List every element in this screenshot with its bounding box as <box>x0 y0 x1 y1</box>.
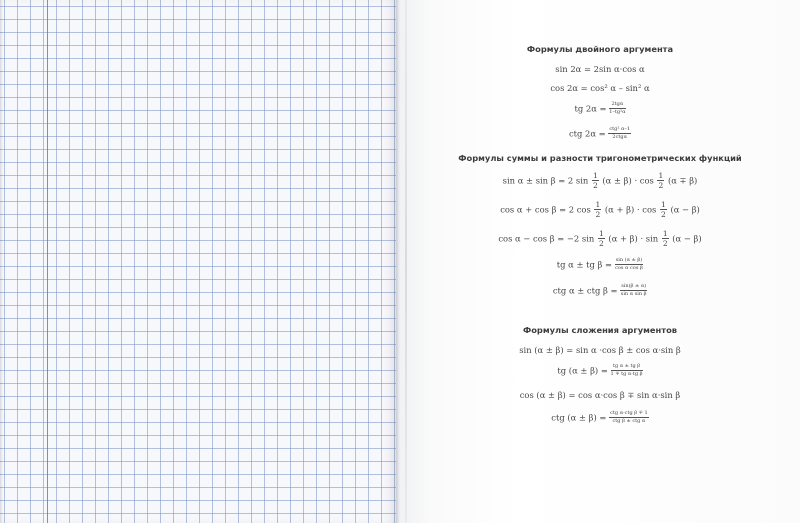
fraction-denominator: 2ctgα <box>612 134 627 140</box>
fraction-half <box>598 230 605 247</box>
fraction-denominator: 2 <box>662 238 668 248</box>
fraction-denominator: 2 <box>595 209 601 219</box>
formula-part: cos α + cos β = 2 cos <box>500 204 591 215</box>
fraction-numerator: 1 <box>595 200 601 209</box>
page-edge-shadow <box>0 0 3 523</box>
fraction-numerator: 1 <box>592 171 598 180</box>
formula-ctg-2a <box>400 127 800 140</box>
fraction-numerator: 1 <box>662 229 668 238</box>
fraction-numerator: 2tgα <box>609 102 625 109</box>
fraction-numerator: 1 <box>660 200 666 209</box>
formula-part: (α ± β) · cos <box>602 175 654 186</box>
fraction-numerator: sin (α ± β) <box>615 257 643 263</box>
formula-page <box>400 0 800 523</box>
margin-line <box>47 0 48 523</box>
fraction-half <box>594 201 601 218</box>
fraction-denominator: 2 <box>658 180 664 190</box>
formula-text: sin (α ± β) = sin α ·cos β ± cos α·sin β <box>519 345 681 355</box>
fraction-numerator: sin(β ± α) <box>621 283 647 289</box>
fraction-denominator: 1–tg²α <box>609 109 626 115</box>
formula-ctg-addition <box>400 411 800 424</box>
fraction-half <box>660 201 667 218</box>
fraction-numerator: tg α ± tg β <box>611 364 643 371</box>
fraction <box>609 102 625 115</box>
grid-page <box>0 0 398 523</box>
formula-tg-sum <box>400 258 800 271</box>
formula-lhs: ctg 2α = <box>568 128 606 139</box>
fraction-numerator: 1 <box>658 171 664 180</box>
formula-sin-2a <box>400 64 800 74</box>
section-title-double-argument: Формулы двойного аргумента <box>526 44 674 54</box>
formula-lhs: ctg (α ± β) = <box>551 412 607 423</box>
fraction-half <box>592 172 599 189</box>
formula-tg-addition <box>400 364 800 377</box>
fraction-denominator: 1 ∓ tg α·tg β <box>610 371 643 377</box>
fraction-denominator: 2 <box>660 209 666 219</box>
formula-sin-sum <box>400 172 800 189</box>
section-title-sum-difference: Формулы суммы и разности тригонометрических функций <box>458 153 742 163</box>
formula-part: (α + β) · sin <box>608 233 659 244</box>
formula-text: cos (α ± β) = cos α·cos β ∓ sin α·sin β <box>519 390 681 400</box>
formula-part: (α + β) · cos <box>604 204 657 215</box>
fraction-numerator: ctg² α–1 <box>609 126 631 132</box>
fraction-numerator: 1 <box>598 229 604 238</box>
formula-cos-2a <box>400 83 800 93</box>
fraction-denominator: ctg β ± ctg α <box>612 418 646 424</box>
fraction-denominator: sin α sin β <box>620 291 647 297</box>
formula-part: cos α − cos β = −2 sin <box>498 233 595 244</box>
formula-lhs: ctg α ± ctg β = <box>552 285 618 296</box>
fraction-denominator: 2 <box>592 180 598 190</box>
fraction-denominator: cos α cos β <box>615 265 643 271</box>
fraction <box>620 284 647 297</box>
formula-sin-addition <box>400 345 800 355</box>
fraction <box>615 258 644 271</box>
formula-tg-2a <box>400 102 800 115</box>
formula-text: cos 2α = cos² α – sin² α <box>550 83 650 93</box>
fraction-denominator: 2 <box>598 238 604 248</box>
fraction-numerator: ctg α·ctg β ∓ 1 <box>610 410 648 416</box>
formula-part: (α ∓ β) <box>667 175 698 186</box>
fraction-half <box>657 172 664 189</box>
fraction <box>609 411 649 424</box>
fraction <box>611 364 643 377</box>
formula-part: (α − β) <box>670 204 700 215</box>
section-title-addition: Формулы сложения аргументов <box>522 325 678 335</box>
formula-cos-sum <box>400 201 800 218</box>
page-crease <box>405 0 407 523</box>
formula-text: sin 2α = 2sin α·cos α <box>555 64 645 74</box>
formula-lhs: tg α ± tg β = <box>556 259 613 270</box>
formula-part: sin α ± sin β = 2 sin <box>502 175 589 186</box>
fraction <box>608 127 631 140</box>
formula-lhs: tg 2α = <box>574 103 607 114</box>
formula-lhs: tg (α ± β) = <box>557 365 608 376</box>
formula-part: (α − β) <box>672 233 702 244</box>
formula-cos-addition <box>400 390 800 400</box>
formula-cos-difference <box>400 230 800 247</box>
fraction-half <box>662 230 669 247</box>
formula-ctg-sum <box>400 284 800 297</box>
